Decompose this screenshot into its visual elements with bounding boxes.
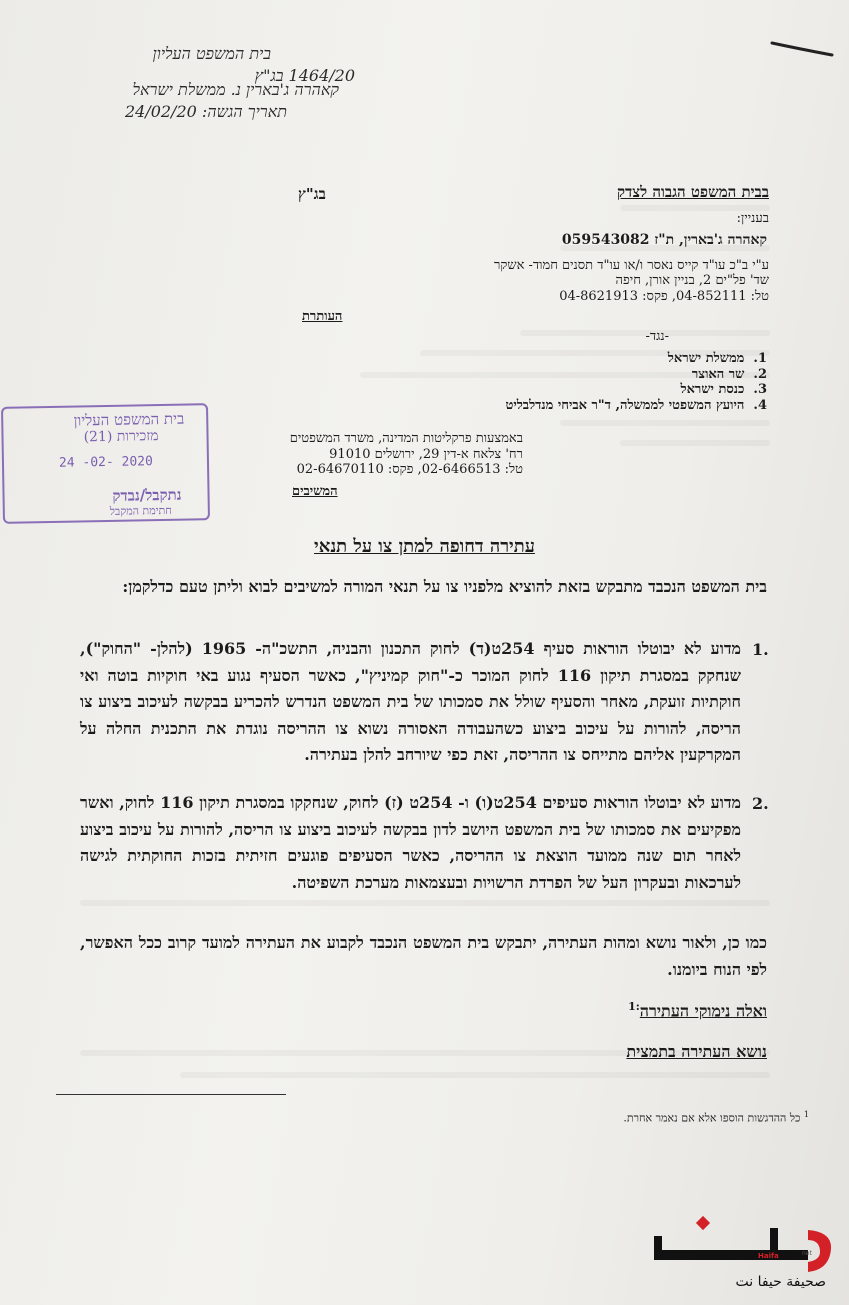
- respondents-counsel-line3: טל: 02-6466513, פקס: 02-64670110: [296, 462, 523, 477]
- handwritten-filing-date: תאריך הגשה: 24/02/20: [124, 102, 287, 121]
- stamp-received: נתקבל/נבדק: [112, 485, 182, 505]
- petitioner-role: העותרת: [302, 309, 343, 324]
- footnote-rule: [56, 1094, 286, 1095]
- received-stamp: [1, 403, 210, 524]
- item-2-number: 2.: [752, 794, 769, 813]
- case-type: בג"ץ: [298, 185, 326, 203]
- pen-mark: [770, 35, 840, 60]
- stamp-signature: חתימת המקבל: [109, 503, 172, 518]
- respondents-counsel-line2: רח' צלאח א-דין 29, ירושלים 91010: [329, 447, 523, 462]
- item-1-number: 1.: [752, 640, 769, 659]
- respondent-4: 4. היועץ המשפטי לממשלה, ד"ר אביחי מנדלבליט: [505, 398, 767, 413]
- footnote: $^1$ כל ההדגשות הוספו אלא אם נאמר אחרת.: [623, 1110, 809, 1125]
- stamp-office: מזכירות (21): [83, 428, 159, 446]
- respondents-counsel-line1: באמצעות פרקליטות המדינה, משרד המשפטים: [289, 431, 523, 446]
- court-heading: בבית המשפט הגבוה לצדק: [617, 183, 769, 201]
- petitioner-counsel: ע"י ב"כ עו"ד קייס נאסר ו/או עו"ד תסנים חמוד- אשקר: [494, 258, 769, 273]
- document-title: עתירה דחופה למתן צו על תנאי: [314, 536, 535, 557]
- petitioner-address: שד' פל"ים 2, בניין אורן, חיפה: [615, 273, 769, 288]
- respondent-3: 3. כנסת ישראל: [680, 382, 767, 397]
- item-2-text: מדוע לא יבוטלו הוראות סעיפים 254ט(ו) ו- 254ט (ז) לחוק, שנחקקו במסגרת תיקון 116 לחוק, ואשר מפקיעים את סמכותו של בית המשפט היושב לדון בבקשה לעיכוב ביצוע צו הריסה, להורות על עיכוב ביצוע לאחר תום שנה ממועד הוצאת צו ההריסה, כאשר הסעיפים פוגעים חזיתית בזכות החוקתית לגישה לערכאות ובעקרון העל של הפרדת הרשויות ובעצמאות מערכת השפיטה.: [80, 793, 742, 892]
- versus: -נגד-: [645, 329, 669, 344]
- respondent-1: 1. ממשלת ישראל: [667, 351, 767, 366]
- logo-latin: Haifa: [758, 1252, 779, 1260]
- respondents-role: המשיבים: [292, 484, 338, 499]
- handwritten-parties: קאהרה ג'בארין נ. ממשלת ישראל: [132, 80, 339, 99]
- respondent-2: 2. שר האוצר: [691, 367, 767, 382]
- handwritten-court: בית המשפט העליון: [152, 44, 271, 63]
- grounds-heading: ואלה נימוקי העתירה$^{:1}$: [628, 1000, 767, 1021]
- stamp-date: 24 -02- 2020: [58, 454, 154, 471]
- handwritten-case-no: 1464/20 בג"ץ: [254, 66, 355, 85]
- logo-tagline: صحيفة حيفا نت: [735, 1274, 826, 1290]
- logo-tld: net: [802, 1250, 812, 1257]
- petitioner-name: קאהרה ג'בארין, ת"ז 059543082: [561, 232, 767, 248]
- intro-paragraph: בית המשפט הנכבד מתבקש בזאת להוציא מלפניו צו על תנאי המורה למשיבים לבוא וליתן טעם כדלקמן:: [122, 577, 767, 596]
- stamp-court: בית המשפט העליון: [73, 409, 185, 430]
- closing-paragraph: כמו כן, ולאור נושא ומהות העתירה, יתבקש בית המשפט הנכבד לקבוע את העתירה למועד קרוב ככל האפשר, לפי הנוח ביומנו.: [80, 933, 767, 979]
- item-1-text: מדוע לא יבוטלו הוראות סעיף 254ט(ד) לחוק התכנון והבניה, התשכ"ה- 1965 (להלן- "החוק"), שנחקק במסגרת תיקון 116 לחוק המוכר כ-"חוק קמיניץ", כאשר הסעיף נגוע באי חוקיות בוטה ואי חוקתיות זועקת, מאחר והסעיף שולל את סמכותו של בית המשפט הנדרש להכריע בבקשה לעיכוב ביצוע צו הריסה, להורות על עיכוב ביצוע כשהעבודה האסורה נשוא צו ההריסה נוגדת את התכנית החלה על המקרקעין אליהם מתייחס צו ההריסה, זאת כפי שיורחב להלן בעתירה.: [80, 639, 742, 764]
- in-the-matter: בעניין:: [736, 211, 769, 226]
- haifa-net-logo: [640, 1210, 840, 1300]
- subject-heading: נושא העתירה בתמצית: [626, 1042, 767, 1061]
- petitioner-phone: טל: 04-852111, פקס: 04-8621913: [559, 289, 769, 304]
